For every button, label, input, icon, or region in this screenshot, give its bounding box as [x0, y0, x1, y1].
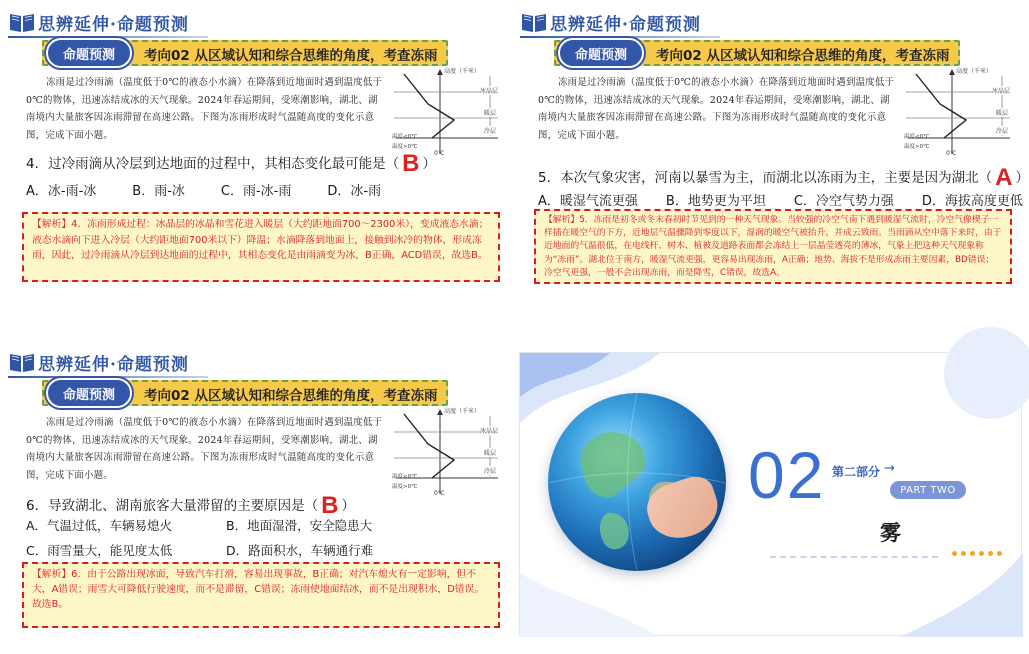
- arrow-right-icon: →: [884, 461, 895, 476]
- options-row: [538, 190, 1023, 209]
- diagram-x-label-left: 温度<0℃: [904, 134, 930, 140]
- option-b[interactable]: B．雨-冰: [132, 184, 185, 199]
- diagram-x-label-left: 温度<0℃: [392, 474, 418, 480]
- question-passage: 冻雨是过冷雨滴（温度低于0℃的液态小水滴）在降落到近地面时遇到温度低于0℃的物体，迅速冻结成冰的天气现象。2024年春运期间，受寒潮影响，湖北、湖南境内大量旅客因冻雨滞留在高速公路。下图为冻雨形成时气温随高度的变化示意图，完成下面小题。: [26, 77, 383, 141]
- diagram-y-label: 高度（千米）: [444, 408, 481, 415]
- topic-pill: 命题预测: [46, 38, 132, 68]
- question-close: ）: [422, 156, 436, 172]
- section-title: 雾: [880, 521, 901, 545]
- book-icon: [8, 350, 36, 374]
- section-number: 02: [748, 438, 826, 512]
- temperature-height-diagram: [390, 406, 502, 498]
- brand-header: [8, 348, 189, 376]
- question-passage: 冻雨是过冷雨滴（温度低于0℃的液态小水滴）在降落到近地面时遇到温度低于0℃的物体，迅速冻结成冰的天气现象。2024年春运期间，受寒潮影响，湖北、湖南境内大量旅客因冻雨滞留在高速公路。下图为冻雨形成时气温随高度的变化示意图，完成下面小题。: [538, 77, 895, 141]
- question-text: 5．本次气象灾害，河南以暴雪为主，而湖北以冻雨为主，主要是因为湖北（: [538, 170, 993, 186]
- option-b[interactable]: B．地面湿滑，安全隐患大: [226, 518, 373, 533]
- brand-header: [520, 8, 701, 36]
- explanation-box: 【解析】6．由于公路出现冰面，导致汽车打滑，容易出现事故，B正确；对汽车熄火有一定影响，但不大，A错误；雨雪大可降低行驶速度，而不是滞留，C错误；冻雨使地面结冰，而不是出现积水，D错误。故选B。: [22, 562, 500, 628]
- answer-letter: B: [321, 492, 339, 519]
- question-5: [538, 164, 1029, 192]
- diagram-origin-label: 0℃: [434, 150, 445, 157]
- book-icon: [520, 10, 548, 34]
- dot: [988, 551, 993, 556]
- topic-pill: 命题预测: [46, 378, 132, 408]
- option-d[interactable]: D．冰-雨: [327, 184, 382, 199]
- diagram-layer-cold: 冷层: [484, 128, 497, 135]
- question-4: [26, 150, 436, 178]
- diagram-x-label-right: 温度>0℃: [392, 144, 418, 150]
- option-c[interactable]: C．冷空气势力强: [793, 194, 894, 209]
- topic-title: 考向02 从区域认知和综合思维的角度，考查冻雨: [144, 48, 438, 64]
- topic-pill: 命题预测: [558, 38, 644, 68]
- diagram-layer-cold: 冷层: [484, 468, 497, 475]
- option-a[interactable]: A．气温过低，车辆易熄火: [26, 518, 173, 533]
- option-c[interactable]: C．雨-冰-雨: [220, 184, 292, 199]
- topic-title: 考向02 从区域认知和综合思维的角度，考查冻雨: [144, 388, 438, 404]
- temperature-height-diagram: [902, 66, 1014, 158]
- slide-panel-q4: [4, 4, 509, 314]
- dot: [979, 551, 984, 556]
- option-d[interactable]: D．路面积水，车辆通行难: [226, 543, 374, 558]
- diagram-layer-warm: 暖层: [996, 110, 1009, 117]
- dashed-divider: [770, 556, 938, 558]
- explanation-box: 【解析】4．冻雨形成过程：冰晶层的冰晶和雪花进入暖层（大约距地面700～2300米），变成液态水滴；液态水滴向下进入冷层（大约距地面700米以下）降温；水滴降落到地面上，接触到冰冷的物体，形成冻雨，因此，过冷雨滴从冷层到达地面的过程中，其相态变化是由雨滴变为冰，B正确，ACD错误，故选B。: [22, 212, 500, 282]
- section-part-label: 第二部分: [832, 465, 881, 479]
- topic-title: 考向02 从区域认知和综合思维的角度，考查冻雨: [656, 48, 950, 64]
- diagram-origin-label: 0℃: [946, 150, 957, 157]
- diagram-origin-label: 0℃: [434, 490, 445, 497]
- option-a[interactable]: A．暖湿气流更强: [538, 194, 638, 209]
- options-grid: [26, 516, 406, 559]
- slide-panel-q5: [516, 4, 1029, 314]
- part-two-badge: PART TWO: [890, 481, 966, 499]
- answer-letter: B: [402, 150, 420, 177]
- option-b[interactable]: B．地势更为平坦: [665, 194, 766, 209]
- option-d[interactable]: D．海拔高度更低: [921, 194, 1023, 209]
- brand-title: 思辨延伸·命题预测: [38, 354, 189, 375]
- diagram-y-label: 高度（千米）: [956, 68, 993, 75]
- options-row: [26, 180, 417, 199]
- diagram-x-label-left: 温度<0℃: [392, 134, 418, 140]
- brand-title: 思辨延伸·命题预测: [38, 14, 189, 35]
- diagram-layer-warm: 暖层: [484, 110, 497, 117]
- diagram-x-label-right: 温度>0℃: [392, 484, 418, 490]
- diagram-layer-ice: 冰晶层: [480, 88, 499, 95]
- question-text: 4．过冷雨滴从冷层到达地面的过程中，其相态变化最可能是（: [26, 156, 400, 172]
- dot: [970, 551, 975, 556]
- diagram-layer-ice: 冰晶层: [480, 428, 499, 435]
- slide-panel-q6: [4, 344, 509, 654]
- question-close: ）: [341, 498, 355, 514]
- diagram-layer-warm: 暖层: [484, 450, 497, 457]
- answer-letter: A: [995, 164, 1013, 191]
- diagram-layer-ice: 冰晶层: [992, 88, 1011, 95]
- option-a[interactable]: A．冰-雨-冰: [26, 184, 97, 199]
- brand-title: 思辨延伸·命题预测: [550, 14, 701, 35]
- option-c[interactable]: C．雨雪量大，能见度太低: [26, 543, 173, 558]
- diagram-y-label: 高度（千米）: [444, 68, 481, 75]
- dot: [997, 551, 1002, 556]
- question-text: 6．导致湖北、湖南旅客大量滞留的主要原因是（: [26, 498, 319, 514]
- temperature-height-diagram: [390, 66, 502, 158]
- dot: [952, 551, 957, 556]
- dot-decoration: [952, 551, 1002, 556]
- diagram-layer-cold: 冷层: [996, 128, 1009, 135]
- book-icon: [8, 10, 36, 34]
- question-passage: 冻雨是过冷雨滴（温度低于0℃的液态小水滴）在降落到近地面时遇到温度低于0℃的物体，迅速冻结成冰的天气现象。2024年春运期间，受寒潮影响，湖北、湖南境内大量旅客因冻雨滞留在高速公路。下图为冻雨形成时气温随高度的变化示意图，完成下面小题。: [26, 417, 383, 481]
- section-divider-slide: [519, 352, 1022, 636]
- dot: [961, 551, 966, 556]
- question-close: ）: [1015, 170, 1029, 186]
- explanation-box: 【解析】5．冻雨是初冬或冬末春初时节见到的一种天气现象。当较强的冷空气南下遇到暖湿气流时，冷空气像楔子一样插在暖空气的下方，近地层气温骤降到零度以下，湿润的暖空气被抬升，并成云致雨。当雨滴从空中落下来时，由于近地面的气温很低，在电线杆、树木、植被及道路表面都会冻结上一层晶莹透亮的薄冰，气象上把这种天气现象称为“冻雨”。湖北位于南方，暖湿气流更强，更容易出现冻雨，A正确；地势、海拔不是形成冻雨主要因素，BD错误；冷空气更强，一般不会出现冻雨，而是降雪，C错误，故选A。: [534, 209, 1012, 284]
- diagram-x-label-right: 温度>0℃: [904, 144, 930, 150]
- brand-header: [8, 8, 189, 36]
